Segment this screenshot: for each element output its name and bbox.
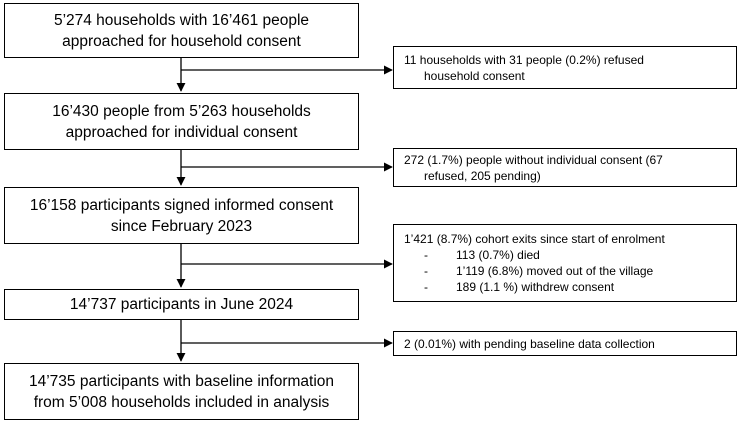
exclusion3-header: 1’421 (8.7%) cohort exits since start of enrolment	[404, 232, 665, 246]
step1-line1: 5’274 households with 16’461 people	[53, 11, 310, 29]
step3-box	[4, 187, 359, 244]
step5-line1: 14’735 participants with baseline information	[28, 372, 334, 390]
exclusion3-item	[404, 247, 726, 263]
exclusion2-box	[393, 148, 737, 187]
exclusion3-item	[404, 279, 726, 295]
step5-box	[4, 363, 359, 420]
exclusion1-text	[404, 52, 726, 84]
exclusion3-item-bullet: -	[424, 264, 428, 278]
exclusion2-text	[404, 152, 726, 184]
exclusion3-item-text: 189 (1.1 %) withdrew consent	[456, 280, 615, 294]
step2-box	[4, 93, 359, 150]
step1-line2: approached for household consent	[62, 32, 301, 50]
exclusion2-line1: 272 (1.7%) people without individual consent (67	[404, 152, 663, 167]
step4-box	[4, 289, 359, 320]
exclusion3-item-bullet: -	[424, 248, 428, 262]
step3-line1: 16’158 participants signed informed consent	[29, 196, 334, 214]
exclusion3-item-bullet: -	[424, 280, 428, 294]
exclusion1-line2: household consent	[424, 68, 525, 83]
exclusion1-box	[393, 46, 737, 89]
step1-box	[4, 3, 359, 58]
step3-line2: since February 2023	[110, 217, 253, 235]
step4-line1: 14’737 participants in June 2024	[69, 296, 294, 313]
exclusion1-line1: 11 households with 31 people (0.2%) refused	[404, 52, 644, 67]
step2-line2: approached for individual consent	[65, 123, 298, 141]
exclusion3-box	[393, 224, 737, 302]
exclusion4-box	[393, 331, 737, 356]
exclusion3-item-text: 1’119 (6.8%) moved out of the village	[456, 264, 654, 278]
exclusion2-line2: refused, 205 pending)	[424, 168, 541, 183]
exclusion3-item-text: 113 (0.7%) died	[456, 248, 540, 262]
exclusion4-line1: 2 (0.01%) with pending baseline data collection	[404, 336, 655, 351]
exclusion3-item	[404, 263, 726, 279]
step5-line2: from 5’008 households included in analysis	[33, 393, 330, 411]
step2-line1: 16’430 people from 5’263 households	[52, 102, 311, 120]
